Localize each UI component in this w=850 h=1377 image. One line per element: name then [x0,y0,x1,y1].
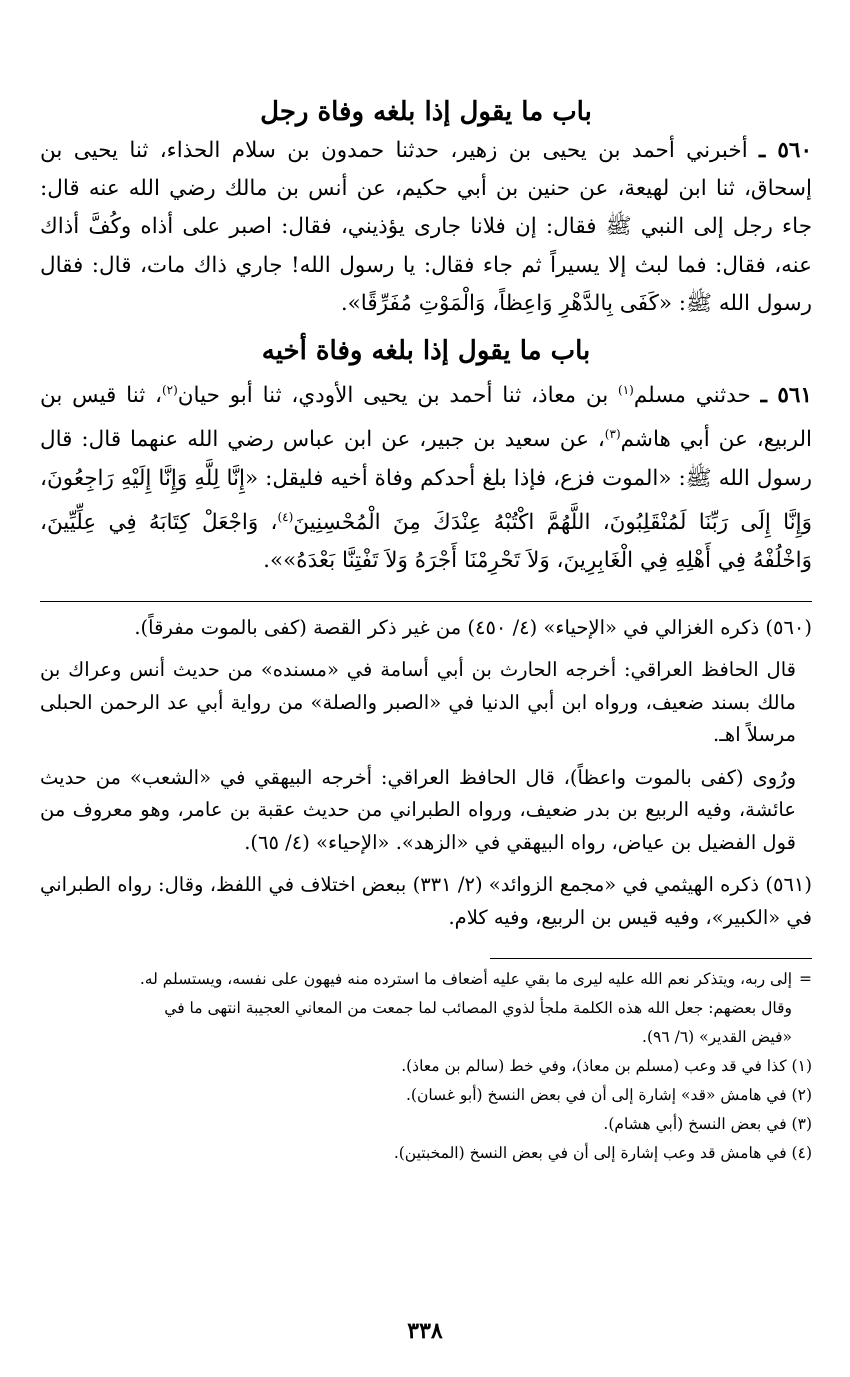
takhrij-divider [40,601,812,602]
hadith-560 [40,132,812,323]
takhrij-561: (٥٦١) ذكره الهيثمي في «مجمع الزوائد» (٢/ ٣٣١) ببعض اختلاف في اللفظ، وقال: رواه الطبراني في «الكبير»، وفيه قيس بن الربيع، وفيه كلام. [40,873,812,929]
takhrij-560: (٥٦٠) ذكره الغزالي في «الإحياء» (٤/ ٤٥٠) من غير ذكر القصة (كفى بالموت مفرقاً). [134,615,812,639]
takhrij-560-variant: ورُوى (كفى بالموت واعظاً)، قال الحافظ العراقي: أخرجه البيهقي في «الشعب» من حديث عائشة، وفيه الربيع بن بدر ضعيف، ورواه الطبراني من حديث عقبة بن عامر، وهو معروف من قول الفضيل بن عياض، رواه البيهقي في «الزهد». «الإحياء» (٤/ ٦٥). [40,765,796,854]
hadith-text-part: حدثني مسلم [633,383,751,409]
continuation-mark: = [799,970,812,988]
footnote-ref-1: (١) [618,383,634,398]
footnote-line: إلى ربه، ويتذكر نعم الله عليه ليرى ما بقي عليه أضعاف ما استرده منه فيهون على نفسه، ويستسلم له. [139,970,792,988]
footnote-line: وقال بعضهم: جعل الله هذه الكلمة ملجأ لذوي المصائب لما جمعت من المعاني العجيبة انتهى ما في [164,999,792,1017]
footnote-3: (٣) في بعض النسخ (أبي هشام). [603,1115,812,1133]
footnote-ref-2: (٢) [161,383,178,398]
footnote-4: (٤) في هامش قد وعب إشارة إلى أن في بعض النسخ (المخبتين). [393,1144,812,1162]
hadith-text-part: ، ثنا قيس بن الربيع، عن أبي هاشم [40,383,812,453]
hadith-text-part: ، وَاجْعَلْ كِتَابَهُ فِي عِلِّيِّينَ، وَاخْلُفْهُ فِي أَهْلِهِ فِي الْغَابِرِينَ، وَلاَ تَحْرِمْنَا أَجْرَهُ وَلاَ تَفْتِنَّا بَعْدَهُ»». [40,510,812,574]
takhrij-560-iraqi: قال الحافظ العراقي: أخرجه الحارث بن أبي أسامة في «مسنده» من حديث أنس وعراك بن مالك بسند ضعيف، ورواه ابن أبي الدنيا في «الصبر والصلة» من رواية أبي عد الرحمن الحبلى مرسلاً اهـ. [40,658,796,746]
section-title-560: باب ما يقول إذا بلغه وفاة رجل [260,97,592,127]
hadith-number-561: ٥٦١ ـ [760,383,812,409]
footnote-continuation [40,965,812,1052]
hadith-text-part: ، عن سعيد بن جبير، عن ابن عباس رضي الله عنهما قال: قال رسول الله ﷺ: «الموت فزع، فإذا بلغ أحدكم وفاة أخيه فليقل: «إِنَّا لِلَّهِ وَإِنَّا إِلَيْهِ رَاجِعُونَ، وَإِنَّا إِلَى رَبِّنَا لَمُنْقَلِبُونَ، اللَّهُمَّ اكْتُبْهُ عِنْدَكَ مِنَ الْمُحْسِنِينَ [40,427,812,536]
footnote-ref-3: (٣) [604,427,621,442]
hadith-number-560: ٥٦٠ ـ [759,138,812,163]
hadith-text-part: بن معاذ، ثنا أحمد بن يحيى الأودي، ثنا أبو حيان [177,383,618,409]
footnote-2: (٢) في هامش «قد» إشارة إلى أن في بعض النسخ (أبو غسان). [405,1086,812,1104]
hadith-561 [40,371,812,580]
footnote-1: (١) كذا في قد وعب (مسلم بن معاذ)، وفي خط (سالم بن معاذ). [401,1057,812,1075]
page-number: ٣٣٨ [407,1318,443,1344]
section-title-561: باب ما يقول إذا بلغه وفاة أخيه [261,336,591,367]
footnote-divider [490,958,812,959]
footnote-ref-4: (٤) [277,509,294,524]
footnote-line: «فيض القدير» (٦/ ٩٦). [642,1028,792,1046]
hadith-text-560: أخبرني أحمد بن يحيى بن زهير، حدثنا حمدون بن سلام الحذاء، ثنا يحيى بن إسحاق، ثنا ابن لهيعة، عن حنين بن أبي حكيم، عن أنس بن مالك رضي الله عنه قال: جاء رجل إلى النبي ﷺ فقال: إن فلانا جارى يؤذيني، فقال: اصبر على أذاه وكُفَّ أذاك عنه، فقال: فما لبث إلا يسيراً ثم جاء فقال: يا رسول الله! جاري ذاك مات، قال: فقال رسول الله ﷺ: «كَفَى بِالدَّهْرِ وَاعِظاً، وَالْمَوْتِ مُفَرِّقًا». [40,138,812,316]
